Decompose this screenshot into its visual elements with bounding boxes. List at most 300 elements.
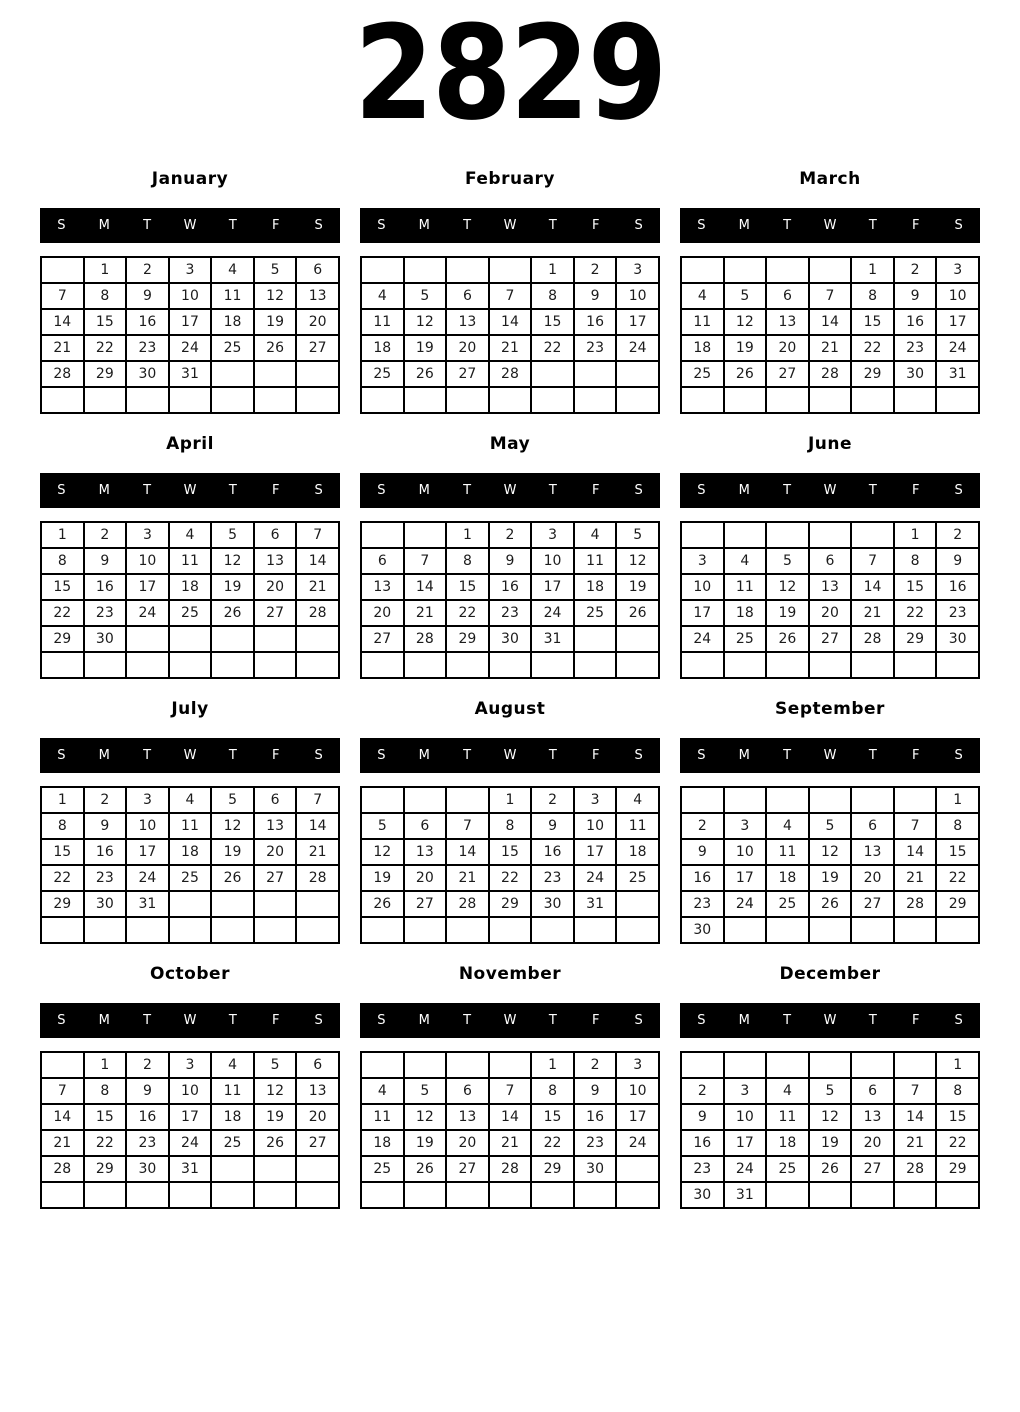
day-cell: 3	[616, 1052, 659, 1078]
day-cell: 2	[681, 813, 724, 839]
calendar-row	[361, 309, 659, 335]
day-cell: 31	[169, 361, 212, 387]
month-title: March	[799, 169, 861, 189]
day-cell: 25	[211, 1130, 254, 1156]
day-cell: 13	[766, 309, 809, 335]
day-cell: 4	[211, 257, 254, 283]
day-cell: 26	[361, 891, 404, 917]
calendar-row	[41, 1182, 339, 1208]
day-cell: 27	[446, 1156, 489, 1182]
day-cell: 30	[489, 626, 532, 652]
weekday-label: T	[868, 218, 877, 233]
weekday-label: W	[183, 748, 197, 763]
day-cell: 28	[489, 1156, 532, 1182]
weekday-header	[680, 738, 980, 773]
empty-day-cell	[446, 387, 489, 413]
day-cell: 7	[404, 548, 447, 574]
empty-day-cell	[681, 652, 724, 678]
day-cell: 23	[126, 335, 169, 361]
day-cell: 16	[531, 839, 574, 865]
day-cell: 17	[169, 309, 212, 335]
day-cell: 24	[616, 1130, 659, 1156]
day-cell: 2	[894, 257, 937, 283]
day-cell: 15	[489, 839, 532, 865]
empty-day-cell	[361, 787, 404, 813]
day-cell: 17	[724, 865, 767, 891]
calendar-row	[41, 917, 339, 943]
day-cell: 29	[894, 626, 937, 652]
empty-day-cell	[126, 1182, 169, 1208]
weekday-label: T	[868, 748, 877, 763]
day-cell: 9	[894, 283, 937, 309]
day-cell: 25	[169, 600, 212, 626]
calendar-row	[681, 1052, 979, 1078]
month-block-may	[360, 431, 660, 679]
empty-day-cell	[766, 387, 809, 413]
empty-day-cell	[574, 387, 617, 413]
calendar-row	[681, 652, 979, 678]
month-title: June	[807, 434, 853, 454]
day-cell: 30	[126, 361, 169, 387]
day-cell: 21	[489, 1130, 532, 1156]
calendar-row	[681, 283, 979, 309]
empty-day-cell	[296, 1182, 339, 1208]
day-cell: 26	[766, 626, 809, 652]
day-cell: 23	[574, 1130, 617, 1156]
day-cell: 18	[724, 600, 767, 626]
day-cell: 10	[724, 839, 767, 865]
empty-day-cell	[616, 361, 659, 387]
empty-day-cell	[404, 787, 447, 813]
weekday-header	[40, 738, 340, 773]
day-cell: 16	[574, 309, 617, 335]
weekday-header	[360, 738, 660, 773]
weekday-label: T	[143, 1013, 152, 1028]
day-cell: 17	[616, 309, 659, 335]
day-cell: 31	[169, 1156, 212, 1182]
day-cell: 5	[616, 522, 659, 548]
day-cell: 12	[211, 548, 254, 574]
empty-day-cell	[361, 387, 404, 413]
month-block-january	[40, 166, 340, 414]
empty-day-cell	[296, 361, 339, 387]
month-title: May	[489, 434, 531, 454]
calendar-row	[41, 1104, 339, 1130]
calendar-row	[361, 891, 659, 917]
weekday-label: M	[98, 483, 110, 498]
empty-day-cell	[446, 917, 489, 943]
weekday-label: W	[503, 1013, 517, 1028]
day-cell: 18	[211, 1104, 254, 1130]
calendar-row	[361, 787, 659, 813]
weekday-label: M	[98, 748, 110, 763]
day-cell: 10	[724, 1104, 767, 1130]
day-cell: 26	[254, 1130, 297, 1156]
day-cell: 4	[574, 522, 617, 548]
empty-day-cell	[361, 522, 404, 548]
day-cell: 4	[616, 787, 659, 813]
day-cell: 10	[936, 283, 979, 309]
calendar-row	[361, 335, 659, 361]
day-cell: 8	[84, 1078, 127, 1104]
day-cell: 15	[41, 839, 84, 865]
weekday-label: W	[183, 483, 197, 498]
day-cell: 18	[766, 1130, 809, 1156]
day-cell: 5	[809, 813, 852, 839]
day-cell: 20	[446, 335, 489, 361]
empty-day-cell	[404, 917, 447, 943]
weekday-label: F	[911, 483, 920, 498]
day-cell: 14	[296, 813, 339, 839]
weekday-header	[360, 208, 660, 243]
day-cell: 28	[851, 626, 894, 652]
day-cell: 21	[851, 600, 894, 626]
day-cell: 18	[766, 865, 809, 891]
weekday-label: W	[183, 1013, 197, 1028]
weekday-label: S	[314, 483, 323, 498]
day-cell: 25	[616, 865, 659, 891]
day-cell: 11	[766, 1104, 809, 1130]
day-cell: 3	[936, 257, 979, 283]
day-cell: 27	[296, 335, 339, 361]
day-cell: 1	[489, 787, 532, 813]
day-cell: 16	[84, 574, 127, 600]
day-cell: 3	[169, 257, 212, 283]
weekday-label: S	[377, 748, 386, 763]
calendar-row	[41, 891, 339, 917]
month-block-february	[360, 166, 660, 414]
weekday-label: T	[463, 1013, 472, 1028]
calendar-row	[361, 1104, 659, 1130]
calendar-row	[41, 1156, 339, 1182]
empty-day-cell	[766, 1052, 809, 1078]
day-cell: 23	[894, 335, 937, 361]
day-cell: 9	[84, 813, 127, 839]
day-cell: 30	[531, 891, 574, 917]
month-block-june	[680, 431, 980, 679]
day-cell: 15	[41, 574, 84, 600]
empty-day-cell	[489, 652, 532, 678]
day-cell: 4	[361, 283, 404, 309]
day-cell: 6	[446, 283, 489, 309]
day-cell: 10	[681, 574, 724, 600]
day-cell: 3	[126, 787, 169, 813]
weekday-label: T	[463, 483, 472, 498]
day-cell: 17	[126, 839, 169, 865]
calendar-row	[681, 522, 979, 548]
calendar-row	[41, 626, 339, 652]
calendar-row	[681, 626, 979, 652]
empty-day-cell	[766, 652, 809, 678]
day-cell: 26	[211, 600, 254, 626]
day-cell: 11	[169, 813, 212, 839]
weekday-header	[680, 473, 980, 508]
weekday-label: F	[591, 483, 600, 498]
day-cell: 20	[254, 574, 297, 600]
day-cell: 18	[361, 1130, 404, 1156]
empty-day-cell	[766, 1182, 809, 1208]
day-cell: 22	[531, 335, 574, 361]
day-cell: 17	[126, 574, 169, 600]
day-cell: 16	[574, 1104, 617, 1130]
empty-day-cell	[809, 917, 852, 943]
day-cell: 28	[296, 865, 339, 891]
empty-day-cell	[254, 1182, 297, 1208]
day-cell: 9	[681, 839, 724, 865]
calendar-row	[361, 813, 659, 839]
day-cell: 4	[681, 283, 724, 309]
day-cell: 24	[126, 600, 169, 626]
calendar-row	[41, 574, 339, 600]
day-cell: 20	[851, 865, 894, 891]
day-cell: 11	[681, 309, 724, 335]
empty-day-cell	[211, 891, 254, 917]
empty-day-cell	[211, 652, 254, 678]
calendar-row	[361, 600, 659, 626]
day-cell: 6	[446, 1078, 489, 1104]
empty-day-cell	[936, 1182, 979, 1208]
weekday-label: S	[57, 483, 66, 498]
day-cell: 13	[809, 574, 852, 600]
day-cell: 11	[766, 839, 809, 865]
calendar-row	[41, 813, 339, 839]
calendar-row	[681, 600, 979, 626]
empty-day-cell	[724, 522, 767, 548]
day-cell: 28	[894, 1156, 937, 1182]
empty-day-cell	[84, 652, 127, 678]
month-title: October	[150, 964, 230, 984]
day-cell: 22	[84, 1130, 127, 1156]
day-cell: 23	[681, 1156, 724, 1182]
day-cell: 20	[296, 309, 339, 335]
day-cell: 30	[84, 891, 127, 917]
calendar-row	[681, 917, 979, 943]
day-cell: 10	[574, 813, 617, 839]
day-cell: 30	[126, 1156, 169, 1182]
empty-day-cell	[574, 652, 617, 678]
day-cell: 20	[254, 839, 297, 865]
calendar-row	[41, 787, 339, 813]
empty-day-cell	[851, 1182, 894, 1208]
weekday-label: S	[377, 483, 386, 498]
month-block-july	[40, 696, 340, 944]
empty-day-cell	[296, 626, 339, 652]
day-cell: 10	[169, 283, 212, 309]
day-cell: 9	[574, 1078, 617, 1104]
calendar-row	[361, 652, 659, 678]
day-cell: 12	[361, 839, 404, 865]
day-cell: 27	[851, 891, 894, 917]
day-cell: 12	[766, 574, 809, 600]
empty-day-cell	[296, 652, 339, 678]
empty-day-cell	[254, 626, 297, 652]
month-title: September	[775, 699, 885, 719]
empty-day-cell	[531, 361, 574, 387]
calendar-row	[361, 522, 659, 548]
weekday-label: T	[228, 1013, 237, 1028]
weekday-label: T	[228, 483, 237, 498]
day-cell: 3	[531, 522, 574, 548]
day-cell: 29	[84, 1156, 127, 1182]
day-cell: 2	[84, 787, 127, 813]
day-cell: 15	[936, 1104, 979, 1130]
calendar-table	[680, 786, 980, 944]
calendar-row	[361, 917, 659, 943]
day-cell: 10	[126, 548, 169, 574]
day-cell: 14	[851, 574, 894, 600]
day-cell: 29	[851, 361, 894, 387]
day-cell: 25	[361, 361, 404, 387]
weekday-label: M	[98, 1013, 110, 1028]
empty-day-cell	[936, 387, 979, 413]
weekday-label: W	[503, 748, 517, 763]
weekday-label: F	[911, 1013, 920, 1028]
calendar-table	[40, 256, 340, 414]
day-cell: 4	[361, 1078, 404, 1104]
calendar-row	[361, 387, 659, 413]
empty-day-cell	[84, 1182, 127, 1208]
calendar-row	[681, 387, 979, 413]
year-title: 2829	[354, 0, 666, 149]
day-cell: 9	[574, 283, 617, 309]
day-cell: 10	[616, 283, 659, 309]
day-cell: 29	[936, 1156, 979, 1182]
day-cell: 1	[531, 1052, 574, 1078]
day-cell: 14	[446, 839, 489, 865]
day-cell: 21	[809, 335, 852, 361]
day-cell: 18	[169, 839, 212, 865]
empty-day-cell	[894, 787, 937, 813]
day-cell: 21	[894, 865, 937, 891]
calendar-table	[680, 256, 980, 414]
day-cell: 8	[531, 1078, 574, 1104]
day-cell: 12	[809, 839, 852, 865]
day-cell: 8	[531, 283, 574, 309]
weekday-label: T	[868, 1013, 877, 1028]
calendar-row	[361, 1052, 659, 1078]
day-cell: 27	[851, 1156, 894, 1182]
month-title: November	[458, 964, 562, 984]
day-cell: 27	[809, 626, 852, 652]
weekday-label: T	[228, 748, 237, 763]
day-cell: 20	[809, 600, 852, 626]
day-cell: 8	[936, 813, 979, 839]
day-cell: 2	[936, 522, 979, 548]
day-cell: 8	[41, 813, 84, 839]
day-cell: 12	[724, 309, 767, 335]
weekday-label: S	[954, 483, 963, 498]
month-block-december	[680, 961, 980, 1209]
day-cell: 13	[446, 1104, 489, 1130]
day-cell: 22	[41, 865, 84, 891]
day-cell: 9	[126, 1078, 169, 1104]
weekday-header	[40, 473, 340, 508]
day-cell: 22	[84, 335, 127, 361]
day-cell: 8	[489, 813, 532, 839]
day-cell: 15	[84, 1104, 127, 1130]
day-cell: 31	[936, 361, 979, 387]
empty-day-cell	[766, 917, 809, 943]
empty-day-cell	[446, 652, 489, 678]
empty-day-cell	[616, 917, 659, 943]
calendar-table	[360, 521, 660, 679]
day-cell: 16	[489, 574, 532, 600]
day-cell: 6	[296, 257, 339, 283]
weekday-label: T	[143, 748, 152, 763]
day-cell: 22	[851, 335, 894, 361]
calendar-table	[680, 1051, 980, 1209]
day-cell: 1	[531, 257, 574, 283]
weekday-label: S	[954, 748, 963, 763]
day-cell: 7	[296, 787, 339, 813]
day-cell: 8	[84, 283, 127, 309]
empty-day-cell	[489, 387, 532, 413]
day-cell: 25	[574, 600, 617, 626]
weekday-label: S	[634, 748, 643, 763]
day-cell: 25	[724, 626, 767, 652]
empty-day-cell	[446, 257, 489, 283]
day-cell: 26	[616, 600, 659, 626]
day-cell: 28	[489, 361, 532, 387]
day-cell: 25	[211, 335, 254, 361]
weekday-header	[360, 1003, 660, 1038]
day-cell: 7	[41, 1078, 84, 1104]
calendar-row	[41, 283, 339, 309]
calendar-row	[681, 839, 979, 865]
empty-day-cell	[84, 917, 127, 943]
day-cell: 17	[169, 1104, 212, 1130]
day-cell: 19	[809, 1130, 852, 1156]
day-cell: 14	[894, 1104, 937, 1130]
day-cell: 6	[851, 1078, 894, 1104]
calendar-row	[681, 1078, 979, 1104]
weekday-label: S	[377, 1013, 386, 1028]
day-cell: 2	[489, 522, 532, 548]
day-cell: 26	[724, 361, 767, 387]
day-cell: 6	[296, 1052, 339, 1078]
calendar-row	[41, 257, 339, 283]
empty-day-cell	[404, 652, 447, 678]
day-cell: 17	[574, 839, 617, 865]
empty-day-cell	[936, 917, 979, 943]
weekday-label: T	[548, 1013, 557, 1028]
day-cell: 12	[404, 309, 447, 335]
day-cell: 23	[84, 865, 127, 891]
empty-day-cell	[936, 652, 979, 678]
day-cell: 28	[41, 1156, 84, 1182]
empty-day-cell	[616, 1156, 659, 1182]
empty-day-cell	[254, 917, 297, 943]
day-cell: 5	[809, 1078, 852, 1104]
day-cell: 1	[936, 787, 979, 813]
weekday-label: F	[911, 748, 920, 763]
day-cell: 31	[574, 891, 617, 917]
day-cell: 3	[574, 787, 617, 813]
empty-day-cell	[681, 787, 724, 813]
day-cell: 18	[574, 574, 617, 600]
day-cell: 16	[894, 309, 937, 335]
empty-day-cell	[616, 652, 659, 678]
weekday-label: F	[271, 483, 280, 498]
day-cell: 3	[126, 522, 169, 548]
day-cell: 24	[936, 335, 979, 361]
weekday-label: W	[503, 483, 517, 498]
day-cell: 7	[296, 522, 339, 548]
empty-day-cell	[169, 917, 212, 943]
day-cell: 19	[616, 574, 659, 600]
day-cell: 22	[936, 865, 979, 891]
day-cell: 1	[851, 257, 894, 283]
